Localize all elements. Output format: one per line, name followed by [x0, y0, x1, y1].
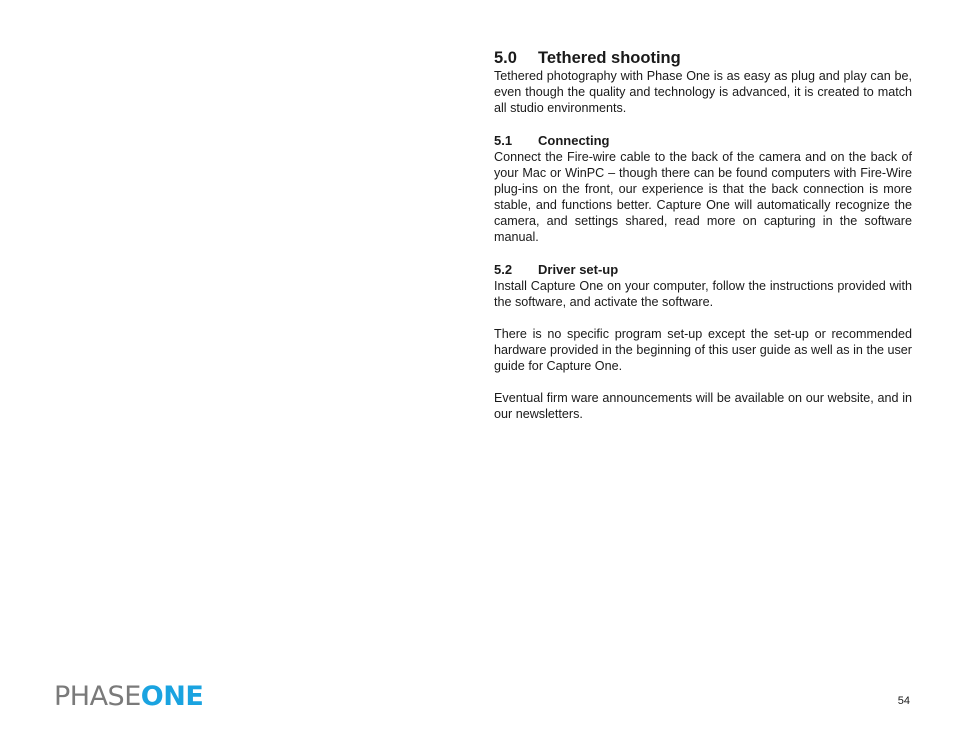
- page-number: 54: [897, 695, 910, 707]
- section-title: Tethered shooting: [538, 49, 681, 67]
- main-content: [494, 48, 912, 422]
- section-paragraph: Eventual firm ware announcements will be available on our website, and in our newsletters.: [494, 391, 912, 421]
- phase-one-logo: [54, 683, 203, 711]
- section-number: 5.2: [494, 262, 513, 277]
- section-body: Connect the Fire-wire cable to the back of the camera and on the back of your Mac or WinPC – though there can be found computers with Fire-Wire plug-ins on the front, our experience is that the back connection is more stable, and functions better. Capture One will automatically recognize the camera, and settings shared, read more on capturing in the software manual.: [494, 150, 912, 244]
- section-paragraph: There is no specific program set-up except the set-up or recommended hardware provided in the beginning of this user guide as well as in the user guide for Capture One.: [494, 327, 912, 373]
- section-title: Driver set-up: [538, 262, 619, 277]
- section-heading-5-2: [494, 262, 912, 278]
- section-heading-5-1: [494, 133, 912, 149]
- section-number: 5.0: [494, 49, 517, 67]
- logo-text-bold: ONE: [140, 681, 204, 712]
- logo-text-light: PHASE: [54, 681, 141, 712]
- section-number: 5.1: [494, 133, 513, 148]
- section-heading-5-0: [494, 48, 912, 68]
- section-title: Connecting: [538, 133, 610, 148]
- section-body: Tethered photography with Phase One is as easy as plug and play can be, even though the quality and technology is advanced, it is created to match all studio environments.: [494, 69, 912, 115]
- section-paragraph: Install Capture One on your computer, follow the instructions provided with the software, and activate the software.: [494, 279, 912, 309]
